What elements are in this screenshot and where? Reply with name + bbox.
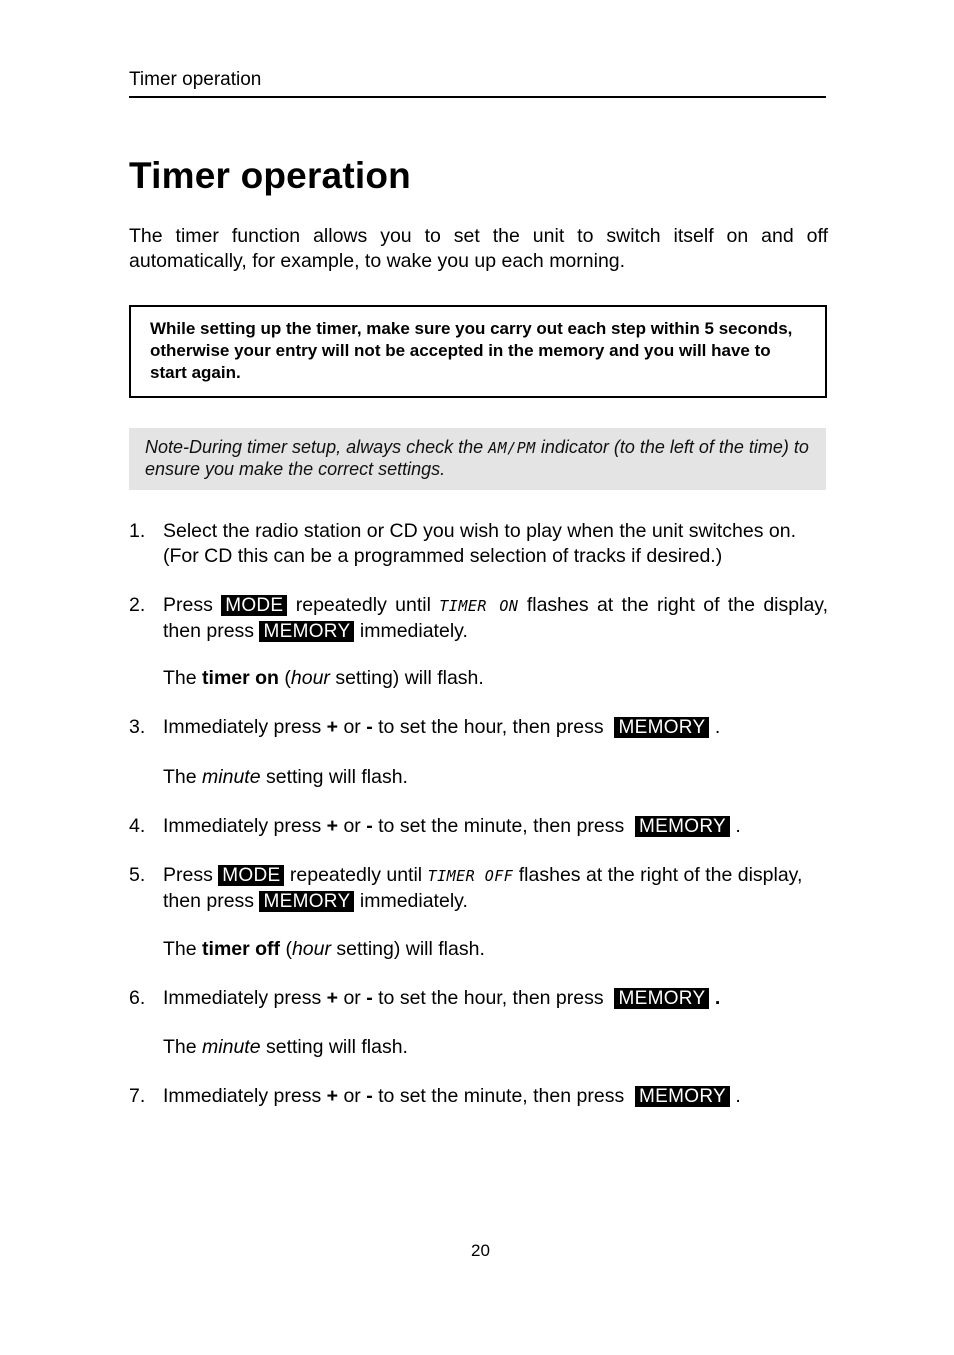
minus-key: - [366,815,373,837]
plus-key: + [326,1085,339,1107]
note-part: setting will flash. [260,1036,408,1058]
step-text [163,1084,828,1109]
note-part: setting) will flash. [330,938,485,960]
memory-key: MEMORY [259,891,354,912]
memory-key: MEMORY [614,988,709,1009]
note-part: setting) will flash. [329,667,484,689]
mode-key: MODE [218,865,284,886]
step-text-part: repeatedly until [287,594,440,616]
step-text-part: Immediately press [163,716,327,738]
memory-key: MEMORY [614,717,709,738]
step-number: 6. [129,987,146,1009]
step-text-part: repeatedly until [284,864,428,886]
step-text-part: Immediately press [163,987,327,1009]
note-text-before: Note-During timer setup, always check the [145,437,489,457]
step-4 [129,814,828,839]
minus-key: - [366,1085,373,1107]
step-text-part: to set the hour, then press [372,716,610,738]
warning-box: While setting up the timer, make sure you carry out each step within 5 seconds, otherwise your entry will not be accepted in the memory and you will have to start again. [129,305,827,398]
timer-on-display: TIMER ON [439,597,519,615]
step-text-part: flashes at the right of the display, then press [163,594,829,642]
step-text-part: or [338,716,367,738]
running-header: Timer operation [129,69,826,98]
hour-label: hour [290,667,330,689]
step-text-part: immediately. [354,620,468,642]
step-6 [129,986,828,1011]
plus-key: + [326,987,339,1009]
note-box [129,428,826,490]
note-part: The [163,938,203,960]
page-title: Timer operation [129,155,411,196]
step-text-part: . [735,815,741,837]
step-5-note [163,937,485,962]
step-text [163,863,828,914]
step-text [163,986,828,1011]
minute-label: minute [202,1036,261,1058]
step-text-part: to set the minute, then press [372,1085,630,1107]
step-number: 4. [129,815,146,837]
minus-key: - [366,716,373,738]
step-7 [129,1084,828,1109]
step-number: 2. [129,594,146,616]
am-pm-indicator: AM/PM [488,439,536,457]
note-part: The [163,667,203,689]
memory-key: MEMORY [635,1086,730,1107]
minute-label: minute [202,766,261,788]
step-6-note [163,1035,408,1060]
step-text-part: . [714,716,721,738]
step-text [163,715,828,740]
memory-key: MEMORY [259,621,354,642]
step-2 [129,593,828,644]
step-5 [129,863,828,914]
mode-key: MODE [221,595,287,616]
step-text [163,593,828,644]
step-text-part: or [338,1085,367,1107]
intro-paragraph: The timer function allows you to set the unit to switch itself on and off automatically, for example, to wake you up each morning. [129,225,828,272]
note-text-after: indicator (to the left of the time) to ensure you make the correct settings. [145,437,809,479]
step-text: Select the radio station or CD you wish to play when the unit switches on. (For CD this can be a programmed selection of tracks if desired.) [163,520,796,567]
note-part: ( [278,667,291,689]
step-1 [129,519,828,569]
note-part: ( [280,938,292,960]
step-3-note [163,765,408,790]
memory-key: MEMORY [635,816,730,837]
step-3 [129,715,828,740]
hour-label: hour [291,938,331,960]
timer-off-label: timer off [202,938,281,960]
step-text-part: immediately. [354,890,468,912]
step-number: 5. [129,864,146,886]
step-text-part: . [735,1085,741,1107]
plus-key: + [326,815,339,837]
step-text-part: Press [163,864,219,886]
note-part: setting will flash. [260,766,408,788]
step-text-part: to set the hour, then press [372,987,610,1009]
step-text-part: flashes at the right of the display, then press [163,864,803,912]
step-text-part: . [714,987,721,1009]
minus-key: - [366,987,373,1009]
timer-off-display: TIMER OFF [427,867,514,885]
step-2-note [163,666,484,691]
page-number: 20 [471,1241,490,1260]
step-text-part: Immediately press [163,815,327,837]
plus-key: + [326,716,339,738]
timer-on-label: timer on [202,667,279,689]
step-text-part: Press [163,594,222,616]
step-number: 7. [129,1085,146,1107]
note-part: The [163,1036,203,1058]
step-text-part: or [338,987,367,1009]
step-number: 1. [129,520,146,542]
step-number: 3. [129,716,146,738]
step-text [163,814,828,839]
step-text-part: or [338,815,367,837]
note-part: The [163,766,203,788]
step-text-part: Immediately press [163,1085,327,1107]
step-text-part: to set the minute, then press [372,815,630,837]
